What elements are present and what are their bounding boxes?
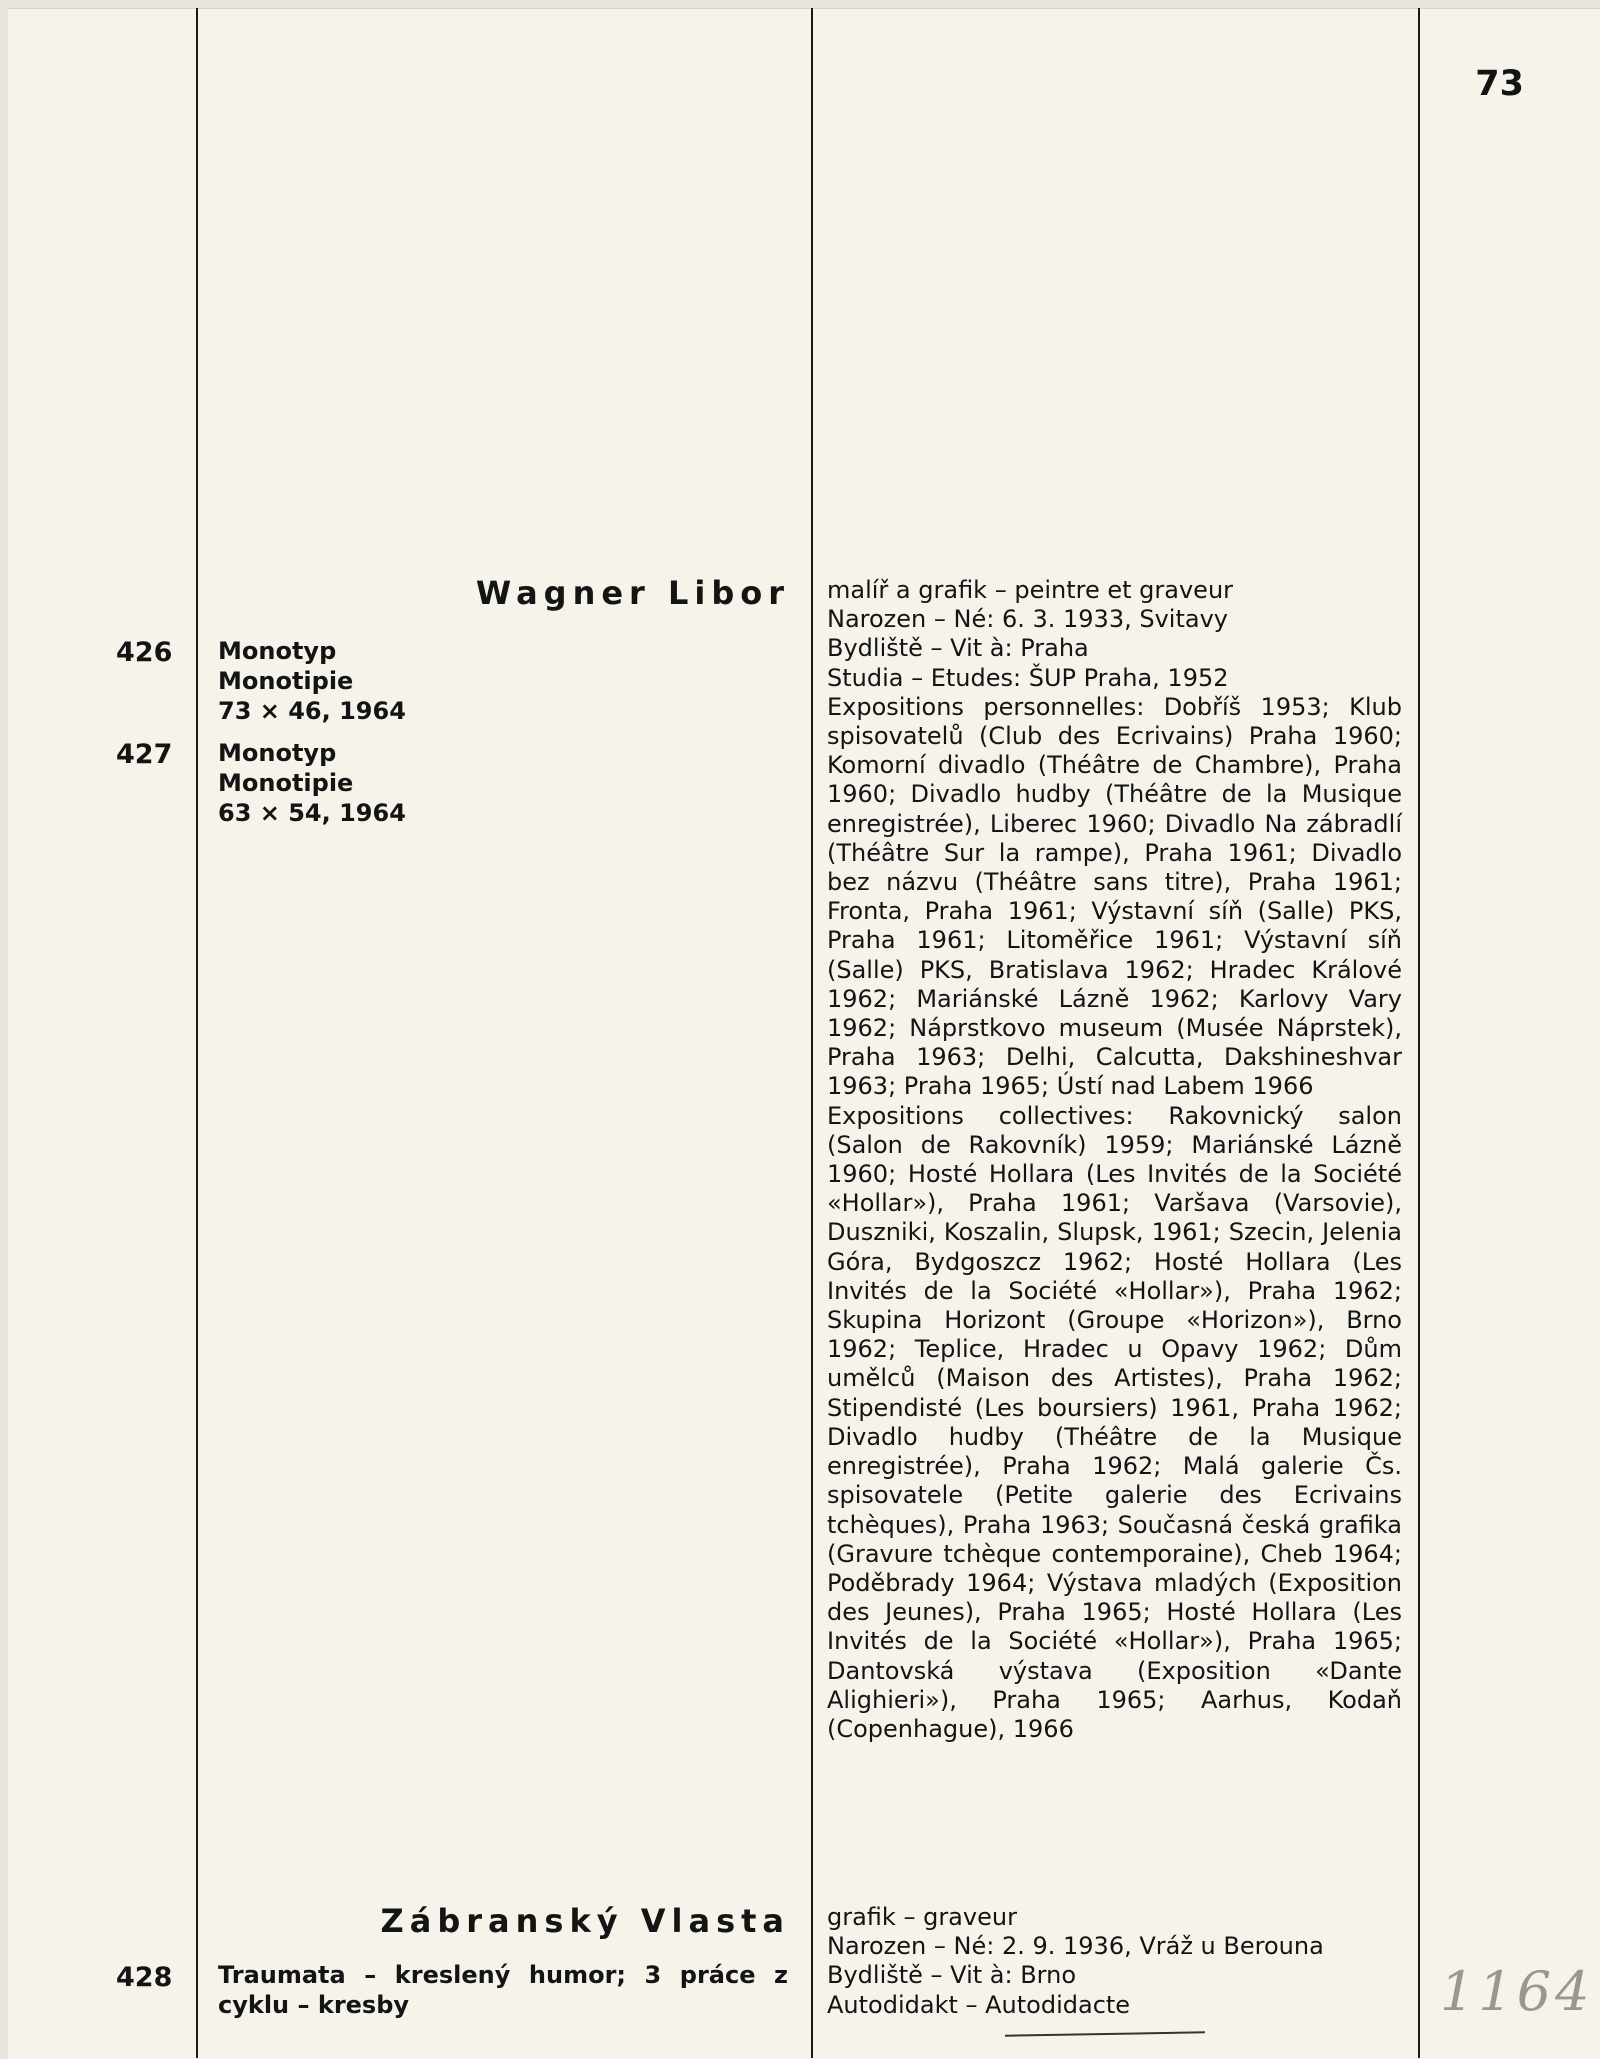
work-dimensions: 73 × 46, 1964 [218,697,406,725]
bio-solo-exhibitions: Expositions personnelles: Dobříš 1953; Klub spisovatelů (Club des Ecrivains) Praha 1960; Komorní divadlo (Théâtre de Chambre), Praha 1960; Divadlo hudby (Théâtre de la Musique enregistrée), Liberec 1960; Divadlo Na zábradlí (Théâtre Sur la rampe), Praha 1961; Divadlo bez názvu (Théâtre sans titre), Praha 1961; Fronta, Praha 1961; Výstavní síň (Salle) PKS, Praha 1961; Litoměřice 1961; Výstavní síň (Salle) PKS, Bratislava 1962; Hradec Králové 1962; Mariánské Lázně 1962; Karlovy Vary 1962; Náprstkovo museum (Musée Náprstek), Praha 1963; Delhi, Calcutta, Dakshineshvar 1963; Praha 1965; Ústí nad Labem 1966 [827,692,1402,1101]
bio-born: Narozen – Né: 6. 3. 1933, Svitavy [827,605,1228,634]
bio-group-exhibitions: Expositions collectives: Rakovnický salon (Salon de Rakovník) 1959; Mariánské Lázně 1960; Hosté Hollara (Les Invités de la Société «Hollar»), Praha 1961; Varšava (Varsovie), Duszniki, Koszalin, Slupsk, 1961; Szecin, Jelenia Góra, Bydgoszcz 1962; Hosté Hollara (Les Invités de la Société «Hollar»), Praha 1962; Skupina Horizont (Groupe «Horizon»), Brno 1962; Teplice, Hradec u Opavy 1962; Dům umělců (Maison des Artistes), Praha 1962; Stipendisté (Les boursiers) 1961, Praha 1962; Divadlo hudby (Théâtre de la Musique enregistrée), Praha 1962; Malá galerie Čs. spisovatele (Petite galerie des Ecrivains tchèques), Praha 1963; Současná česká grafika (Gravure tchèque contemporaine), Cheb 1964; Poděbrady 1964; Výstava mladých (Exposition des Jeunes), Praha 1965; Hosté Hollara (Les Invités de la Société «Hollar»), Praha 1965; Dantovská výstava (Exposition «Dante Alighieri»), Praha 1965; Aarhus, Kodaň (Copenhague), 1966 [827,1101,1402,1743]
artist-name-zabransky: Zábranský Vlasta [380,1902,790,1940]
bio-born: Narozen – Né: 2. 9. 1936, Vráž u Berouna [827,1932,1324,1961]
bio-studies: Studia – Etudes: ŠUP Praha, 1952 [827,663,1229,692]
column-rule-right [1418,8,1420,2058]
work-427 [218,738,406,828]
work-title-fr: Monotipie [218,769,354,797]
bio-profession: malíř a grafik – peintre et graveur [827,576,1234,604]
work-title: Monotyp [218,637,337,665]
work-428: Traumata – kreslený humor; 3 práce z cyklu – kresby [218,1961,788,2019]
bio-residence: Bydliště – Vit à: Brno [827,1961,1076,1990]
biography-zabransky [827,1903,1402,2020]
work-title-fr: Monotipie [218,667,354,695]
column-rule-middle [811,8,813,2058]
bio-education: Autodidakt – Autodidacte [827,1990,1131,2019]
page-number: 73 [1475,64,1524,104]
biography-wagner [827,576,1402,1744]
work-426 [218,636,406,726]
work-dimensions: 63 × 54, 1964 [218,799,406,827]
work-title: Monotyp [218,739,337,767]
bio-profession: grafik – graveur [827,1903,1017,1931]
catalog-number-428: 428 [116,1962,173,1993]
artist-name-wagner: Wagner Libor [475,574,790,612]
catalog-number-427: 427 [116,739,173,770]
column-rule-left [196,8,198,2058]
handwritten-note: 1164 [1440,1960,1594,2023]
catalog-number-426: 426 [116,637,173,668]
bio-residence: Bydliště – Vit à: Praha [827,634,1089,663]
